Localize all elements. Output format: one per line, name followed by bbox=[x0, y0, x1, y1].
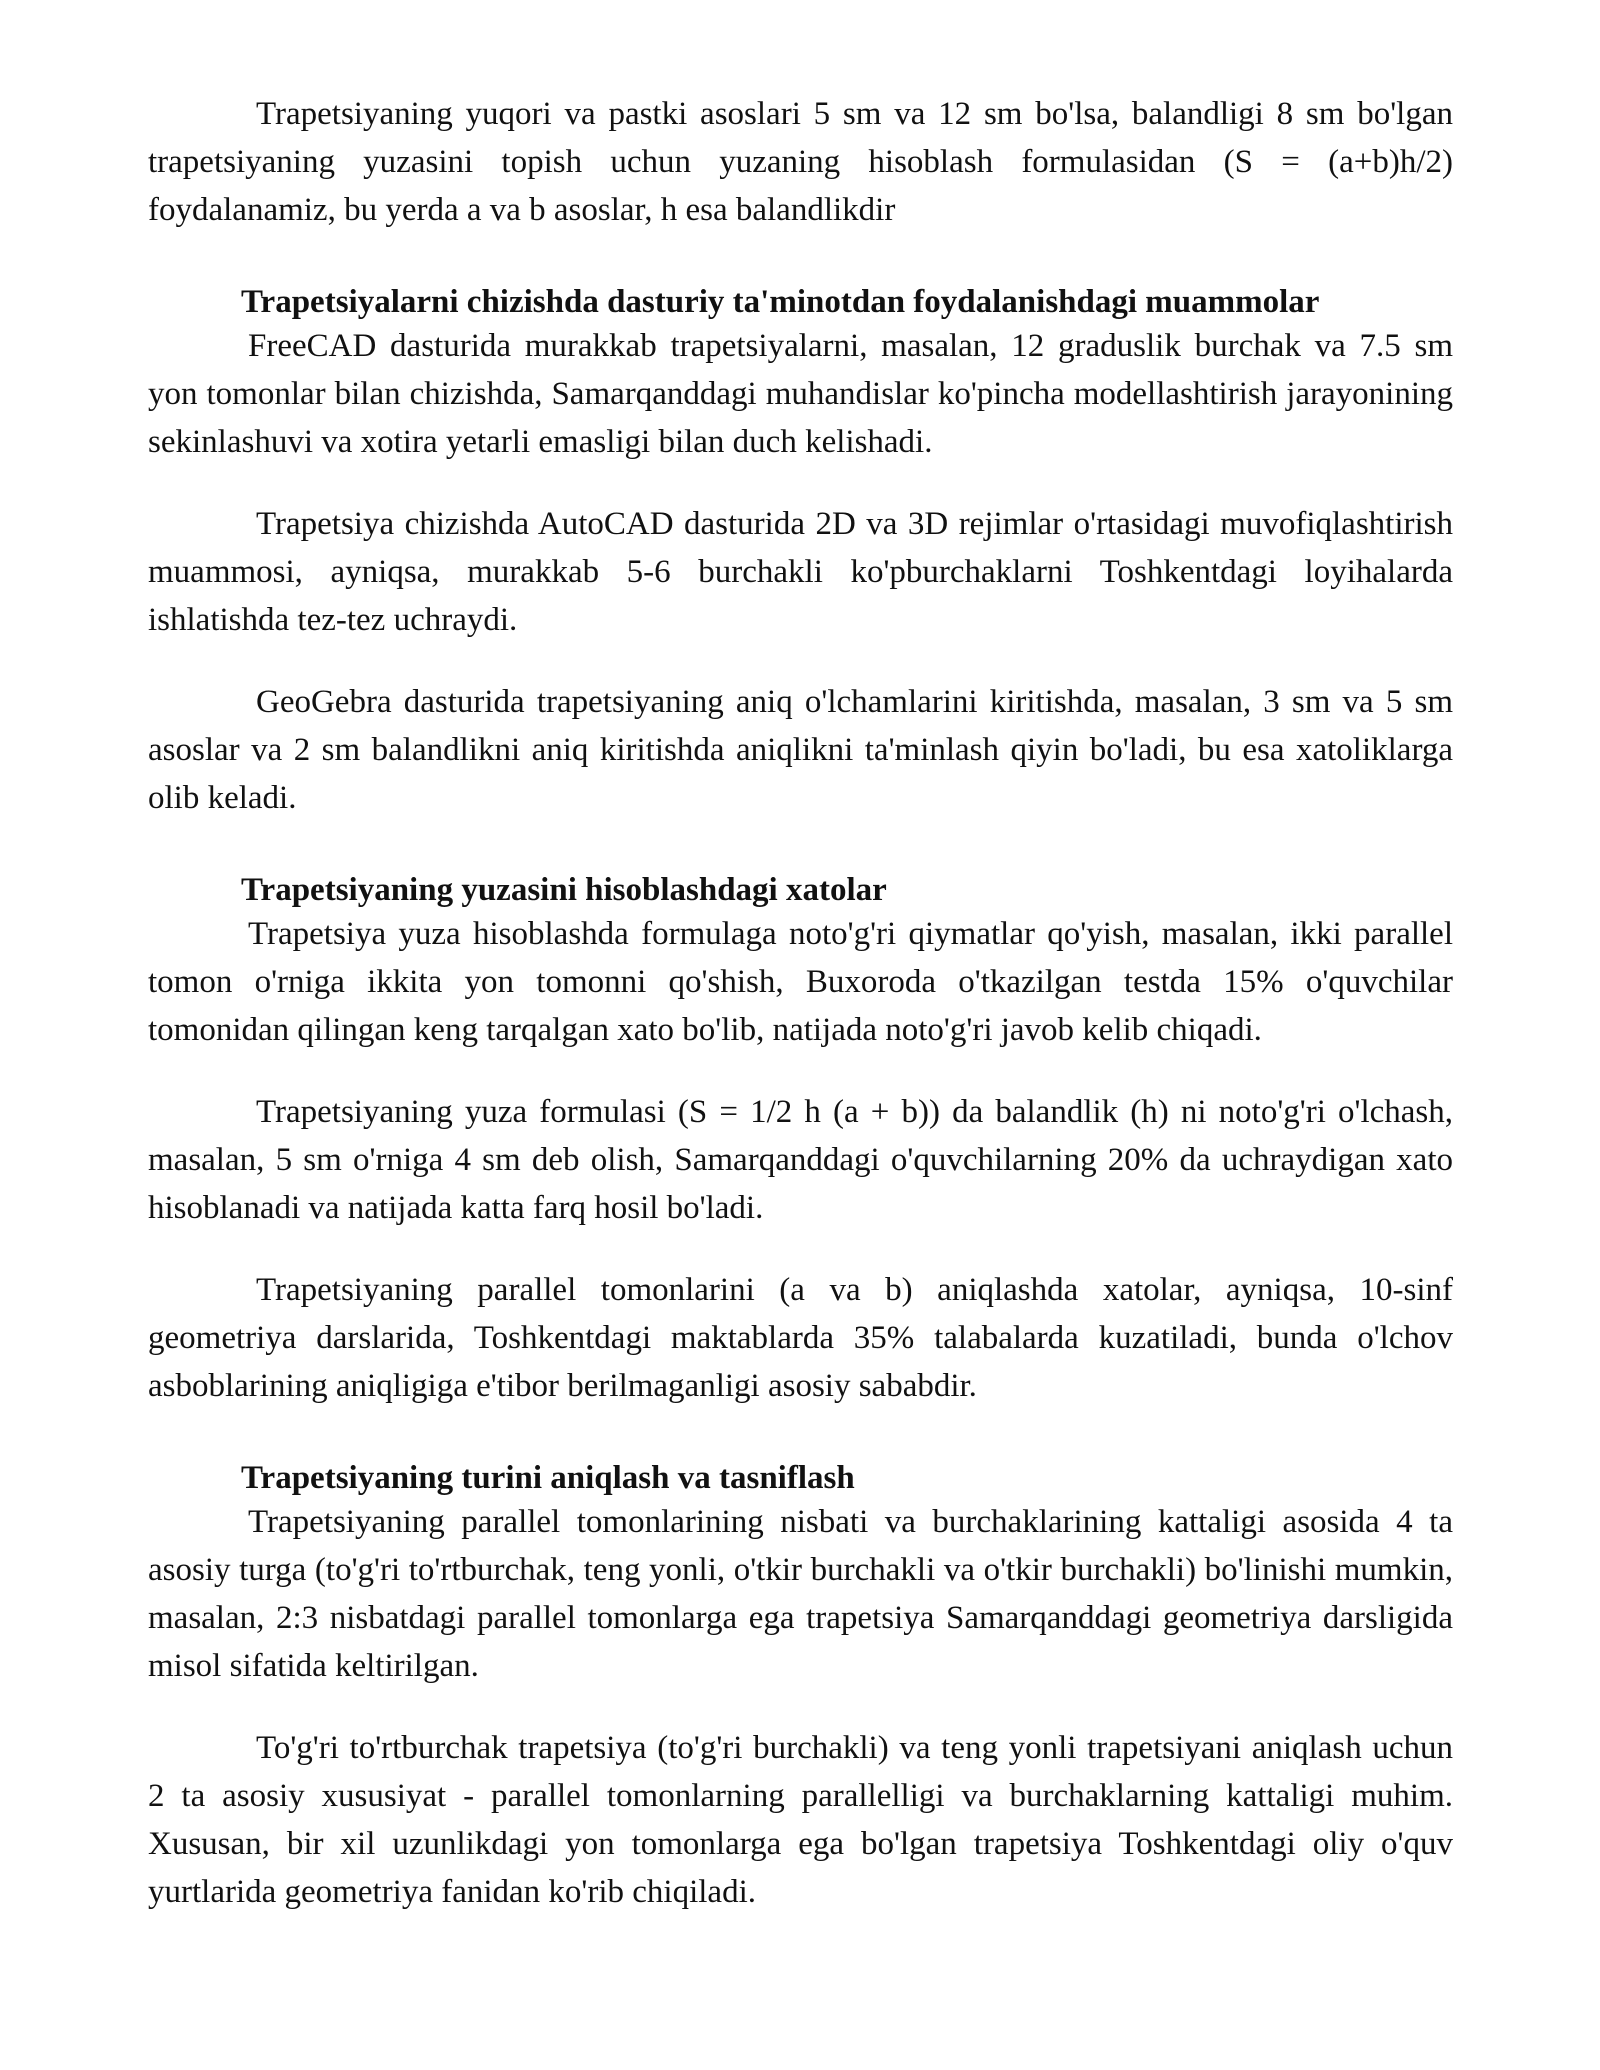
paragraph-autocad: Trapetsiya chizishda AutoCAD dasturida 2D va 3D rejimlar o'rtasidagi muvofiqlashtirish muammosi, ayniqsa, murakkab 5-6 burchakli ko'pburchaklarni Toshkentdagi loyihalarda ishlatishda tez-tez uchraydi. bbox=[148, 506, 1453, 638]
heading-software-problems: Trapetsiyalarni chizishda dasturiy ta'minotdan foydalanishdagi muammolar bbox=[241, 284, 1320, 320]
paragraph-trapezoid-area-example: Trapetsiyaning yuqori va pastki asoslari 5 sm va 12 sm bo'lsa, balandligi 8 sm bo'lgan trapetsiyaning yuzasini topish uchun yuzaning hisoblash formulasidan (S = (a+b)h/2) foydalanamiz, bu yerda a va b asoslar, h esa balandlikdir bbox=[148, 96, 1453, 228]
paragraph-formula-wrong-values: Trapetsiya yuza hisoblashda formulaga noto'g'ri qiymatlar qo'yish, masalan, ikki parallel tomon o'rniga ikkita yon tomonni qo'shish, Buxoroda o'tkazilgan testda 15% o'quvchilar tomonidan qilingan keng tarqalgan xato bo'lib, natijada noto'g'ri javob kelib chiqadi. bbox=[148, 916, 1453, 1048]
heading-classification: Trapetsiyaning turini aniqlash va tasniflash bbox=[241, 1460, 855, 1496]
paragraph-parallel-sides: Trapetsiyaning parallel tomonlarini (a va b) aniqlashda xatolar, ayniqsa, 10-sinf geometriya darslarida, Toshkentdagi maktablarda 35% talabalarda kuzatiladi, bunda o'lchov asboblarining aniqligiga e'tibor berilmaganligi asosiy sababdir. bbox=[148, 1272, 1453, 1404]
paragraph-geogebra: GeoGebra dasturida trapetsiyaning aniq o'lchamlarini kiritishda, masalan, 3 sm va 5 sm asoslar va 2 sm balandlikni aniq kiritishda aniqlikni ta'minlash qiyin bo'ladi, bu esa xatoliklarga olib keladi. bbox=[148, 684, 1453, 816]
heading-area-errors: Trapetsiyaning yuzasini hisoblashdagi xatolar bbox=[241, 872, 887, 908]
document-body bbox=[148, 90, 1453, 1916]
paragraph-height-measurement: Trapetsiyaning yuza formulasi (S = 1/2 h (a + b)) da balandlik (h) ni noto'g'ri o'lchash, masalan, 5 sm o'rniga 4 sm deb olish, Samarqanddagi o'quvchilarning 20% da uchraydigan xato hisoblanadi va natijada katta farq hosil bo'ladi. bbox=[148, 1094, 1453, 1226]
paragraph-freecad: FreeCAD dasturida murakkab trapetsiyalarni, masalan, 12 graduslik burchak va 7.5 sm yon tomonlar bilan chizishda, Samarqanddagi muhandislar ko'pincha modellashtirish jarayonining sekinlashuvi va xotira yetarli emasligi bilan duch kelishadi. bbox=[148, 328, 1453, 460]
paragraph-right-isosceles: To'g'ri to'rtburchak trapetsiya (to'g'ri burchakli) va teng yonli trapetsiyani aniqlash uchun 2 ta asosiy xususiyat - parallel tomonlarning parallelligi va burchaklarning kattaligi muhim. Xususan, bir xil uzunlikdagi yon tomonlarga ega bo'lgan trapetsiya Toshkentdagi oliy o'quv yurtlarida geometriya fanidan ko'rib chiqiladi. bbox=[148, 1730, 1453, 1910]
paragraph-four-types: Trapetsiyaning parallel tomonlarining nisbati va burchaklarining kattaligi asosida 4 ta asosiy turga (to'g'ri to'rtburchak, teng yonli, o'tkir burchakli va o'tkir burchakli) bo'linishi mumkin, masalan, 2:3 nisbatdagi parallel tomonlarga ega trapetsiya Samarqanddagi geometriya darsligida misol sifatida keltirilgan. bbox=[148, 1504, 1453, 1684]
